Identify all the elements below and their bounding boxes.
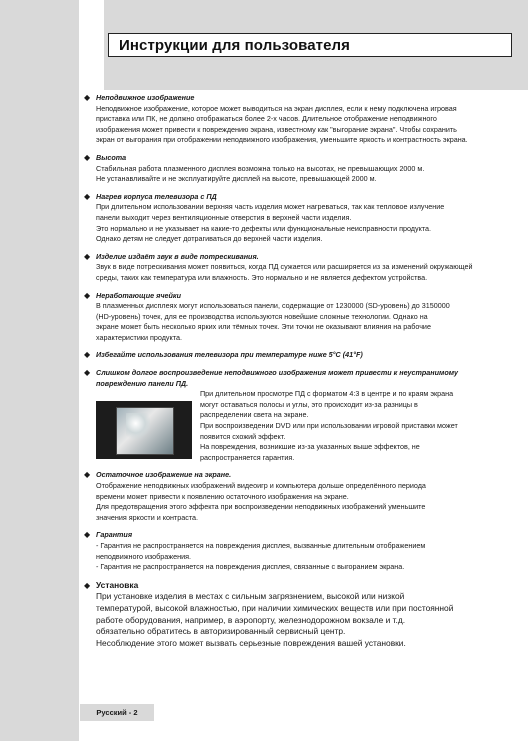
section-text-line: - Гарантия не распространяется на повреждения дисплея, связанные с выгоранием экрана. xyxy=(96,562,405,572)
section-text-line: Звук в виде потрескивания может появиться, когда ПД сужается или расширяется из за изменений окружающей xyxy=(96,262,473,272)
section-text-line: среды, таких как температура или влажность. Это нормально и не является дефектом устройства. xyxy=(96,272,428,282)
section-text-line: обязательно обратитесь в авторизированный сервисный центр. xyxy=(96,626,346,637)
document-body xyxy=(80,93,498,656)
diamond-bullet-icon: ◆ xyxy=(84,580,91,590)
section-text-line: При длительном использовании верхняя часть изделия может нагреваться, так как тепловое излучение xyxy=(96,202,445,212)
section-still-image xyxy=(80,93,498,146)
section-title: Слишком долгое воспроизведение неподвижного изображения может привести к неустранимому xyxy=(96,368,459,378)
section-text-line: значения яркости и контраста. xyxy=(96,512,199,522)
section-text-line: неподвижного изображения. xyxy=(96,551,191,561)
section-text-line: работе оборудования, например, в аэропорту, железнодорожном вокзале и т.д. xyxy=(96,614,406,625)
tv-illustration-image xyxy=(96,401,192,459)
section-text-line: При установке изделия в местах с сильным загрязнением, высокой или низкой xyxy=(96,591,405,602)
section-text-line: Для предотвращения этого эффекта при воспроизведении неподвижных изображений уменьшите xyxy=(96,502,426,512)
section-text-line: На повреждения, возникшие из-за указанных выше эффектов, не xyxy=(200,442,420,452)
section-title: Остаточное изображение на экране. xyxy=(96,470,232,480)
section-text-line: панели выходит через вентиляционные отверстия в верхней части изделия. xyxy=(96,212,352,222)
section-text-line: При воспроизведении DVD или при использовании игровой приставки может xyxy=(200,421,458,431)
title-box xyxy=(108,33,512,57)
section-text-line: времени может привести к появлению остаточного изображения на экране. xyxy=(96,491,349,501)
section-title: Неработающие ячейки xyxy=(96,290,181,300)
section-title: Неподвижное изображение xyxy=(96,93,195,102)
page-number-label: Русский - 2 xyxy=(96,708,138,717)
section-text-line: распределении света на экране. xyxy=(200,410,309,420)
section-title: Изделие издаёт звук в виде потрескивания. xyxy=(96,251,259,261)
section-text-line: экране может быть несколько ярких или тёмных точек. Эти точки не оказывают влияния на рабочие xyxy=(96,322,431,332)
diamond-bullet-icon: ◆ xyxy=(84,152,91,162)
section-title: Избегайте использования телевизора при температуре ниже 5°C (41°F) xyxy=(96,350,363,360)
section-text-line: характеристики продукта. xyxy=(96,332,182,342)
section-low-temperature xyxy=(80,350,498,361)
left-margin-band xyxy=(0,0,79,741)
page-title: Инструкции для пользователя xyxy=(119,36,351,54)
diamond-bullet-icon: ◆ xyxy=(84,350,91,360)
section-text-line: появится схожий эффект. xyxy=(200,431,286,441)
page-number xyxy=(80,704,154,721)
section-text-line: В плазменных дисплеях могут использоваться панели, содержащие от 1230000 (SD-уровень) до 3150000 xyxy=(96,301,450,311)
section-text-line: распространяется гарантия. xyxy=(200,452,295,462)
section-text-line: - Гарантия не распространяется на повреждения дисплея, вызванные длительным отображением xyxy=(96,540,426,550)
section-text-line: Однако детям не следует дотрагиваться до верхней части изделия. xyxy=(96,234,323,244)
section-installation xyxy=(80,580,498,650)
section-text-line: Стабильная работа плазменного дисплея возможна только на высотах, не превышающих 2000 м. xyxy=(96,163,425,173)
section-text-line: экран от выгорания при отображении неподвижного изображения, уменьшите яркость и контрастность экрана. xyxy=(96,135,468,145)
section-warranty xyxy=(80,530,498,572)
section-altitude xyxy=(80,153,498,185)
section-prolonged-still-image xyxy=(80,368,498,463)
section-text-line: Отображение неподвижных изображений видеоигр и компьютера дольше определённого периода xyxy=(96,481,426,490)
section-text-line: могут оставаться полосы и углы, это происходит из-за разницы в xyxy=(200,399,418,409)
diamond-bullet-icon: ◆ xyxy=(84,251,91,261)
section-title: Гарантия xyxy=(96,530,133,540)
diamond-bullet-icon: ◆ xyxy=(84,368,91,378)
section-dead-cells xyxy=(80,291,498,344)
diamond-bullet-icon: ◆ xyxy=(84,470,91,480)
section-text-line: (HD-уровень) точек, для ее производства используются новейшие сложные технологии. Однако на xyxy=(96,311,428,321)
section-text-line: Неподвижное изображение, которое может выводиться на экран дисплея, если к нему подключена игровая xyxy=(96,103,457,113)
diamond-bullet-icon: ◆ xyxy=(84,93,91,102)
section-text-line: температурой, высокой влажностью, при наличии химических веществ или при постоянной xyxy=(96,602,454,613)
diamond-bullet-icon: ◆ xyxy=(84,191,91,201)
diamond-bullet-icon: ◆ xyxy=(84,530,91,540)
section-text-line: Не устанавливайте и не эксплуатируйте дисплей на высоте, превышающей 2000 м. xyxy=(96,174,377,184)
section-title: повреждению панели ПД. xyxy=(96,378,189,388)
section-title: Установка xyxy=(96,579,139,590)
section-text-line: Это нормально и не указывает на какие-то дефекты или функциональные неисправности продукта. xyxy=(96,223,432,233)
section-text-line: приставка или ПК, не должно отображаться более 2-х часов. Длительное отображение неподвижного xyxy=(96,114,437,124)
section-text-line: изображения может привести к повреждению экрана, известному как "выгорание экрана". Чтобы сохранить xyxy=(96,124,457,134)
section-text-line: При длительном просмотре ПД с форматом 4:3 в центре и по краям экрана xyxy=(200,389,454,399)
section-title: Высота xyxy=(96,152,127,162)
section-heating xyxy=(80,192,498,245)
section-title: Нагрев корпуса телевизора с ПД xyxy=(96,191,217,201)
section-text-line: Несоблюдение этого может вызвать серьезные повреждения вашей установки. xyxy=(96,637,406,648)
diamond-bullet-icon: ◆ xyxy=(84,290,91,300)
section-crackling-sound xyxy=(80,252,498,284)
section-afterimage xyxy=(80,470,498,523)
